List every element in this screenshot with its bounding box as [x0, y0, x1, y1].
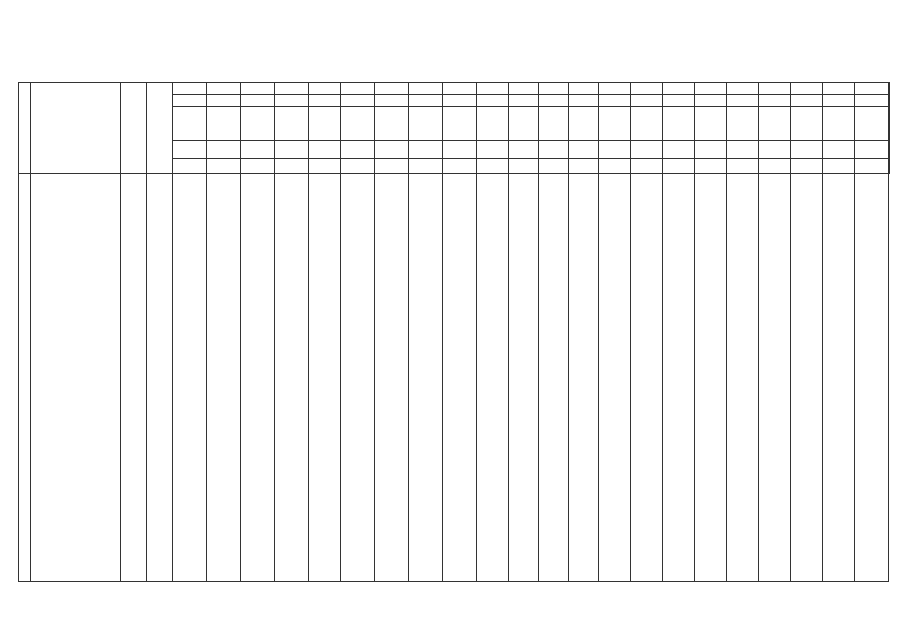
body-column-divider — [598, 174, 599, 582]
header-column-divider — [630, 82, 631, 174]
body-column-divider — [206, 174, 207, 582]
body-column-divider — [630, 174, 631, 582]
header-column-divider — [408, 82, 409, 174]
body-column-divider — [408, 174, 409, 582]
table-header — [18, 82, 889, 174]
header-col-idx — [20, 116, 28, 140]
body-column-divider — [538, 174, 539, 582]
header-column-divider — [18, 82, 19, 174]
body-column-divider — [758, 174, 759, 582]
body-column-divider — [374, 174, 375, 582]
header-column-divider — [694, 82, 695, 174]
header-column-divider — [206, 82, 207, 174]
body-column-divider — [120, 174, 121, 582]
header-col-unit — [146, 108, 170, 140]
header-column-divider — [374, 82, 375, 174]
header-column-divider — [476, 82, 477, 174]
header-column-divider — [822, 82, 823, 174]
body-column-divider — [18, 174, 19, 582]
header-group-left — [178, 84, 508, 94]
body-column-divider — [508, 174, 509, 582]
body-column-divider — [568, 174, 569, 582]
body-column-divider — [662, 174, 663, 582]
header-column-divider — [172, 82, 173, 174]
body-column-divider — [30, 174, 31, 582]
header-column-divider — [758, 82, 759, 174]
header-col-code — [120, 108, 144, 140]
header-row-divider — [172, 140, 889, 141]
header-column-divider — [538, 82, 539, 174]
header-group-right — [528, 84, 878, 94]
body-column-divider — [822, 174, 823, 582]
header-column-divider — [598, 82, 599, 174]
header-column-divider — [240, 82, 241, 174]
header-column-divider — [308, 82, 309, 174]
header-column-divider — [568, 82, 569, 174]
header-column-divider — [508, 82, 509, 174]
header-row-divider — [172, 106, 889, 107]
header-column-divider — [442, 82, 443, 174]
header-row-divider — [172, 158, 889, 159]
header-column-divider — [726, 82, 727, 174]
header-column-divider — [790, 82, 791, 174]
table-body — [18, 174, 889, 582]
body-column-divider — [854, 174, 855, 582]
body-column-divider — [240, 174, 241, 582]
header-column-divider — [854, 82, 855, 174]
header-column-divider — [889, 82, 890, 174]
header-column-divider — [340, 82, 341, 174]
header-column-divider — [274, 82, 275, 174]
body-column-divider — [790, 174, 791, 582]
header-col-name — [30, 116, 118, 140]
data-table — [18, 82, 889, 582]
body-column-divider — [726, 174, 727, 582]
body-column-divider — [340, 174, 341, 582]
header-column-divider — [662, 82, 663, 174]
body-column-divider — [476, 174, 477, 582]
body-column-divider — [694, 174, 695, 582]
body-column-divider — [442, 174, 443, 582]
body-column-divider — [172, 174, 173, 582]
body-column-divider — [274, 174, 275, 582]
body-column-divider — [146, 174, 147, 582]
header-row-divider — [172, 94, 889, 95]
body-column-divider — [308, 174, 309, 582]
